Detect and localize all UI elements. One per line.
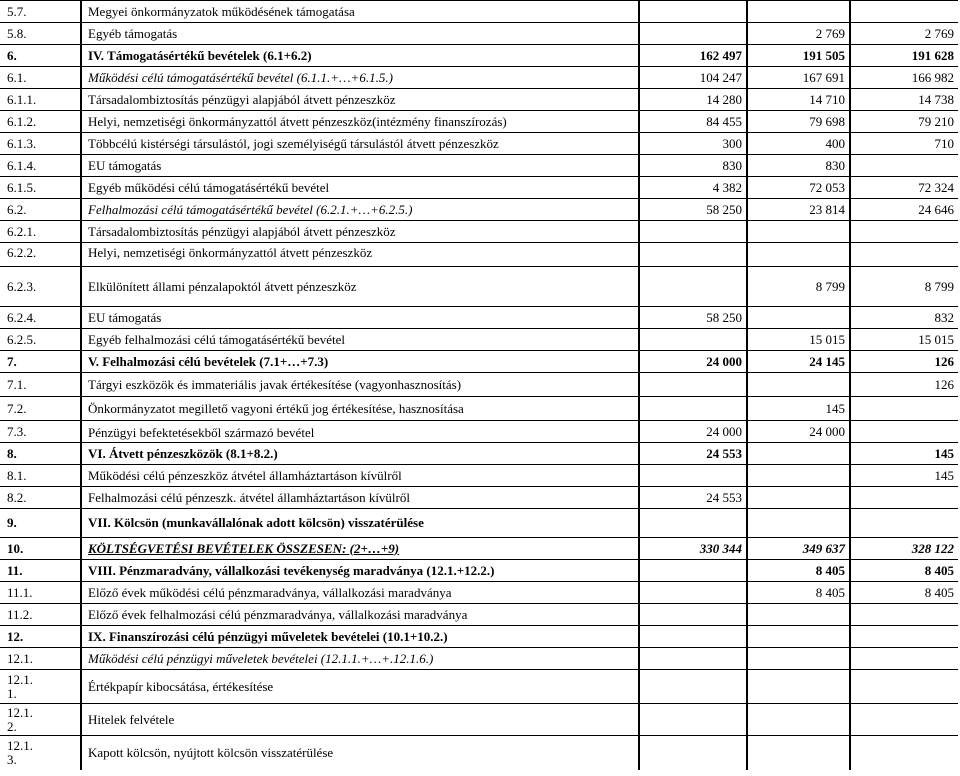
row-number: 5.8. xyxy=(0,23,81,45)
row-number: 12. xyxy=(0,626,81,648)
row-number: 6. xyxy=(0,45,81,67)
row-label: Társadalombiztosítás pénzügyi alapjából átvett pénzeszköz xyxy=(81,221,639,243)
value-col-2: 15 015 xyxy=(747,329,850,351)
row-number: 6.1.1. xyxy=(0,89,81,111)
row-label: V. Felhalmozási célú bevételek (7.1+…+7.3) xyxy=(81,351,639,373)
value-col-2: 191 505 xyxy=(747,45,850,67)
value-col-2 xyxy=(747,243,850,267)
table-row xyxy=(0,736,958,770)
row-label: Kapott kölcsön, nyújtott kölcsön visszatérülése xyxy=(81,736,639,770)
row-label: Helyi, nemzetiségi önkormányzattól átvett pénzeszköz(intézmény finanszírozás) xyxy=(81,111,639,133)
table-row xyxy=(0,443,958,465)
value-col-2: 400 xyxy=(747,133,850,155)
value-col-2: 2 769 xyxy=(747,23,850,45)
value-col-2 xyxy=(747,1,850,23)
value-col-1 xyxy=(639,736,747,770)
value-col-2: 349 637 xyxy=(747,538,850,560)
value-col-3: 126 xyxy=(850,351,958,373)
row-number: 9. xyxy=(0,509,81,538)
row-number: 11.1. xyxy=(0,582,81,604)
value-col-3: 14 738 xyxy=(850,89,958,111)
value-col-1: 14 280 xyxy=(639,89,747,111)
value-col-2 xyxy=(747,221,850,243)
row-label: Előző évek működési célú pénzmaradványa, vállalkozási maradványa xyxy=(81,582,639,604)
table-row xyxy=(0,397,958,421)
table-row xyxy=(0,626,958,648)
row-label: Működési célú pénzeszköz átvétel államháztartáson kívülről xyxy=(81,465,639,487)
value-col-1: 830 xyxy=(639,155,747,177)
value-col-3: 8 405 xyxy=(850,582,958,604)
row-number: 7.2. xyxy=(0,397,81,421)
row-label: Pénzügyi befektetésekből származó bevétel xyxy=(81,421,639,443)
table-row xyxy=(0,351,958,373)
value-col-1 xyxy=(639,397,747,421)
value-col-2: 72 053 xyxy=(747,177,850,199)
row-label: Helyi, nemzetiségi önkormányzattól átvett pénzeszköz xyxy=(81,243,639,267)
value-col-1 xyxy=(639,243,747,267)
value-col-1 xyxy=(639,221,747,243)
value-col-1: 24 000 xyxy=(639,351,747,373)
value-col-3: 145 xyxy=(850,465,958,487)
row-number: 6.2.2. xyxy=(0,243,81,267)
value-col-2 xyxy=(747,670,850,704)
value-col-1 xyxy=(639,560,747,582)
table-row xyxy=(0,648,958,670)
value-col-3: 8 405 xyxy=(850,560,958,582)
value-col-3 xyxy=(850,670,958,704)
row-number: 6.1. xyxy=(0,67,81,89)
value-col-3: 72 324 xyxy=(850,177,958,199)
row-label: Önkormányzatot megillető vagyoni értékű jog értékesítése, hasznosítása xyxy=(81,397,639,421)
table-row xyxy=(0,670,958,704)
row-label: Elkülönített állami pénzalapoktól átvett pénzeszköz xyxy=(81,267,639,307)
row-number-line-2: 1. xyxy=(7,685,17,701)
value-col-2 xyxy=(747,648,850,670)
row-number: 6.2.5. xyxy=(0,329,81,351)
table-row xyxy=(0,307,958,329)
value-col-3: 832 xyxy=(850,307,958,329)
value-col-1: 162 497 xyxy=(639,45,747,67)
table-row xyxy=(0,509,958,538)
row-number: 7. xyxy=(0,351,81,373)
value-col-2: 14 710 xyxy=(747,89,850,111)
value-col-1: 24 553 xyxy=(639,443,747,465)
row-label: Megyei önkormányzatok működésének támogatása xyxy=(81,1,639,23)
row-number: 8.1. xyxy=(0,465,81,487)
value-col-2 xyxy=(747,604,850,626)
row-label: Többcélú kistérségi társulástól, jogi személyiségű társulástól átvett pénzeszköz xyxy=(81,133,639,155)
row-number: 7.3. xyxy=(0,421,81,443)
value-col-3 xyxy=(850,221,958,243)
table-row xyxy=(0,560,958,582)
table-row xyxy=(0,582,958,604)
row-label: Egyéb támogatás xyxy=(81,23,639,45)
row-number-line-2: 3. xyxy=(7,751,17,767)
value-col-1: 4 382 xyxy=(639,177,747,199)
table-row xyxy=(0,199,958,221)
table-row xyxy=(0,67,958,89)
row-label: Működési célú támogatásértékű bevétel (6.1.1.+…+6.1.5.) xyxy=(81,67,639,89)
value-col-3: 15 015 xyxy=(850,329,958,351)
table-row xyxy=(0,243,958,267)
row-label: IX. Finanszírozási célú pénzügyi műveletek bevételei (10.1+10.2.) xyxy=(81,626,639,648)
value-col-3: 328 122 xyxy=(850,538,958,560)
table-row xyxy=(0,465,958,487)
value-col-3 xyxy=(850,604,958,626)
table-row xyxy=(0,329,958,351)
table-row xyxy=(0,267,958,307)
value-col-3 xyxy=(850,626,958,648)
value-col-2 xyxy=(747,704,850,736)
value-col-1 xyxy=(639,582,747,604)
row-label: Egyéb működési célú támogatásértékű bevétel xyxy=(81,177,639,199)
row-label: Tárgyi eszközök és immateriális javak értékesítése (vagyonhasznosítás) xyxy=(81,373,639,397)
value-col-2 xyxy=(747,509,850,538)
value-col-1 xyxy=(639,329,747,351)
row-label: VII. Kölcsön (munkavállalónak adott kölcsön) visszatérülése xyxy=(81,509,639,538)
value-col-3 xyxy=(850,509,958,538)
value-col-3 xyxy=(850,243,958,267)
row-number-line-1: 12.1. xyxy=(7,671,33,687)
row-label: EU támogatás xyxy=(81,307,639,329)
row-number: 11. xyxy=(0,560,81,582)
row-number: 6.2.1. xyxy=(0,221,81,243)
row-number: 6.1.3. xyxy=(0,133,81,155)
value-col-1: 330 344 xyxy=(639,538,747,560)
table-row xyxy=(0,421,958,443)
value-col-3: 166 982 xyxy=(850,67,958,89)
value-col-2 xyxy=(747,736,850,770)
value-col-2 xyxy=(747,626,850,648)
value-col-2: 8 799 xyxy=(747,267,850,307)
row-number-line-2: 2. xyxy=(7,718,17,734)
row-label: Értékpapír kibocsátása, értékesítése xyxy=(81,670,639,704)
row-label: EU támogatás xyxy=(81,155,639,177)
row-label: VIII. Pénzmaradvány, vállalkozási tevékenység maradványa (12.1.+12.2.) xyxy=(81,560,639,582)
value-col-3: 79 210 xyxy=(850,111,958,133)
value-col-2: 23 814 xyxy=(747,199,850,221)
value-col-1 xyxy=(639,465,747,487)
value-col-1 xyxy=(639,670,747,704)
value-col-1: 58 250 xyxy=(639,199,747,221)
value-col-2: 167 691 xyxy=(747,67,850,89)
table-row xyxy=(0,487,958,509)
value-col-1: 300 xyxy=(639,133,747,155)
row-number: 8. xyxy=(0,443,81,465)
table-row xyxy=(0,89,958,111)
value-col-1 xyxy=(639,1,747,23)
value-col-3: 710 xyxy=(850,133,958,155)
value-col-3 xyxy=(850,1,958,23)
value-col-2 xyxy=(747,373,850,397)
table-row xyxy=(0,111,958,133)
row-number: 6.2.3. xyxy=(0,267,81,307)
value-col-3: 145 xyxy=(850,443,958,465)
row-label: Felhalmozási célú pénzeszk. átvétel államháztartáson kívülről xyxy=(81,487,639,509)
value-col-3 xyxy=(850,421,958,443)
row-number: 7.1. xyxy=(0,373,81,397)
value-col-1: 24 553 xyxy=(639,487,747,509)
table-row xyxy=(0,23,958,45)
value-col-2 xyxy=(747,307,850,329)
table-row xyxy=(0,221,958,243)
row-number: 6.2.4. xyxy=(0,307,81,329)
value-col-3 xyxy=(850,487,958,509)
row-label: Hitelek felvétele xyxy=(81,704,639,736)
table-row xyxy=(0,133,958,155)
row-label: IV. Támogatásértékű bevételek (6.1+6.2) xyxy=(81,45,639,67)
table-row xyxy=(0,177,958,199)
value-col-3 xyxy=(850,704,958,736)
row-number: 12.1. xyxy=(0,648,81,670)
row-label: Társadalombiztosítás pénzügyi alapjából átvett pénzeszköz xyxy=(81,89,639,111)
row-number xyxy=(0,736,81,770)
value-col-2: 145 xyxy=(747,397,850,421)
table-row xyxy=(0,45,958,67)
value-col-2: 24 145 xyxy=(747,351,850,373)
row-number-line-1: 12.1. xyxy=(7,704,33,720)
row-number xyxy=(0,704,81,736)
value-col-3 xyxy=(850,397,958,421)
value-col-2: 830 xyxy=(747,155,850,177)
table-row xyxy=(0,373,958,397)
value-col-1 xyxy=(639,267,747,307)
value-col-1 xyxy=(639,648,747,670)
value-col-2: 24 000 xyxy=(747,421,850,443)
value-col-3 xyxy=(850,155,958,177)
row-label: Felhalmozási célú támogatásértékű bevétel (6.2.1.+…+6.2.5.) xyxy=(81,199,639,221)
value-col-2 xyxy=(747,465,850,487)
row-number: 8.2. xyxy=(0,487,81,509)
value-col-2: 8 405 xyxy=(747,582,850,604)
row-number: 10. xyxy=(0,538,81,560)
row-number: 6.1.2. xyxy=(0,111,81,133)
row-number-line-1: 12.1. xyxy=(7,737,33,753)
row-label: Egyéb felhalmozási célú támogatásértékű bevétel xyxy=(81,329,639,351)
table-row xyxy=(0,538,958,560)
row-label: Előző évek felhalmozási célú pénzmaradványa, vállalkozási maradványa xyxy=(81,604,639,626)
value-col-3: 24 646 xyxy=(850,199,958,221)
value-col-3: 2 769 xyxy=(850,23,958,45)
value-col-1 xyxy=(639,23,747,45)
row-number: 6.1.5. xyxy=(0,177,81,199)
value-col-1: 58 250 xyxy=(639,307,747,329)
table-row xyxy=(0,604,958,626)
table-row xyxy=(0,155,958,177)
value-col-1 xyxy=(639,704,747,736)
value-col-3: 126 xyxy=(850,373,958,397)
value-col-1 xyxy=(639,509,747,538)
value-col-2 xyxy=(747,487,850,509)
value-col-1 xyxy=(639,373,747,397)
table-row xyxy=(0,1,958,23)
row-number: 6.1.4. xyxy=(0,155,81,177)
value-col-1: 24 000 xyxy=(639,421,747,443)
value-col-2: 79 698 xyxy=(747,111,850,133)
value-col-1: 84 455 xyxy=(639,111,747,133)
value-col-3 xyxy=(850,736,958,770)
value-col-1 xyxy=(639,604,747,626)
value-col-2 xyxy=(747,443,850,465)
row-label: Működési célú pénzügyi műveletek bevételei (12.1.1.+…+.12.1.6.) xyxy=(81,648,639,670)
row-label: VI. Átvett pénzeszközök (8.1+8.2.) xyxy=(81,443,639,465)
row-number: 6.2. xyxy=(0,199,81,221)
value-col-3 xyxy=(850,648,958,670)
row-label: KÖLTSÉGVETÉSI BEVÉTELEK ÖSSZESEN: (2+…+9) xyxy=(81,538,639,560)
value-col-2: 8 405 xyxy=(747,560,850,582)
value-col-1: 104 247 xyxy=(639,67,747,89)
row-number: 11.2. xyxy=(0,604,81,626)
row-number xyxy=(0,670,81,704)
row-number: 5.7. xyxy=(0,1,81,23)
value-col-3: 8 799 xyxy=(850,267,958,307)
value-col-1 xyxy=(639,626,747,648)
table-row xyxy=(0,704,958,736)
value-col-3: 191 628 xyxy=(850,45,958,67)
